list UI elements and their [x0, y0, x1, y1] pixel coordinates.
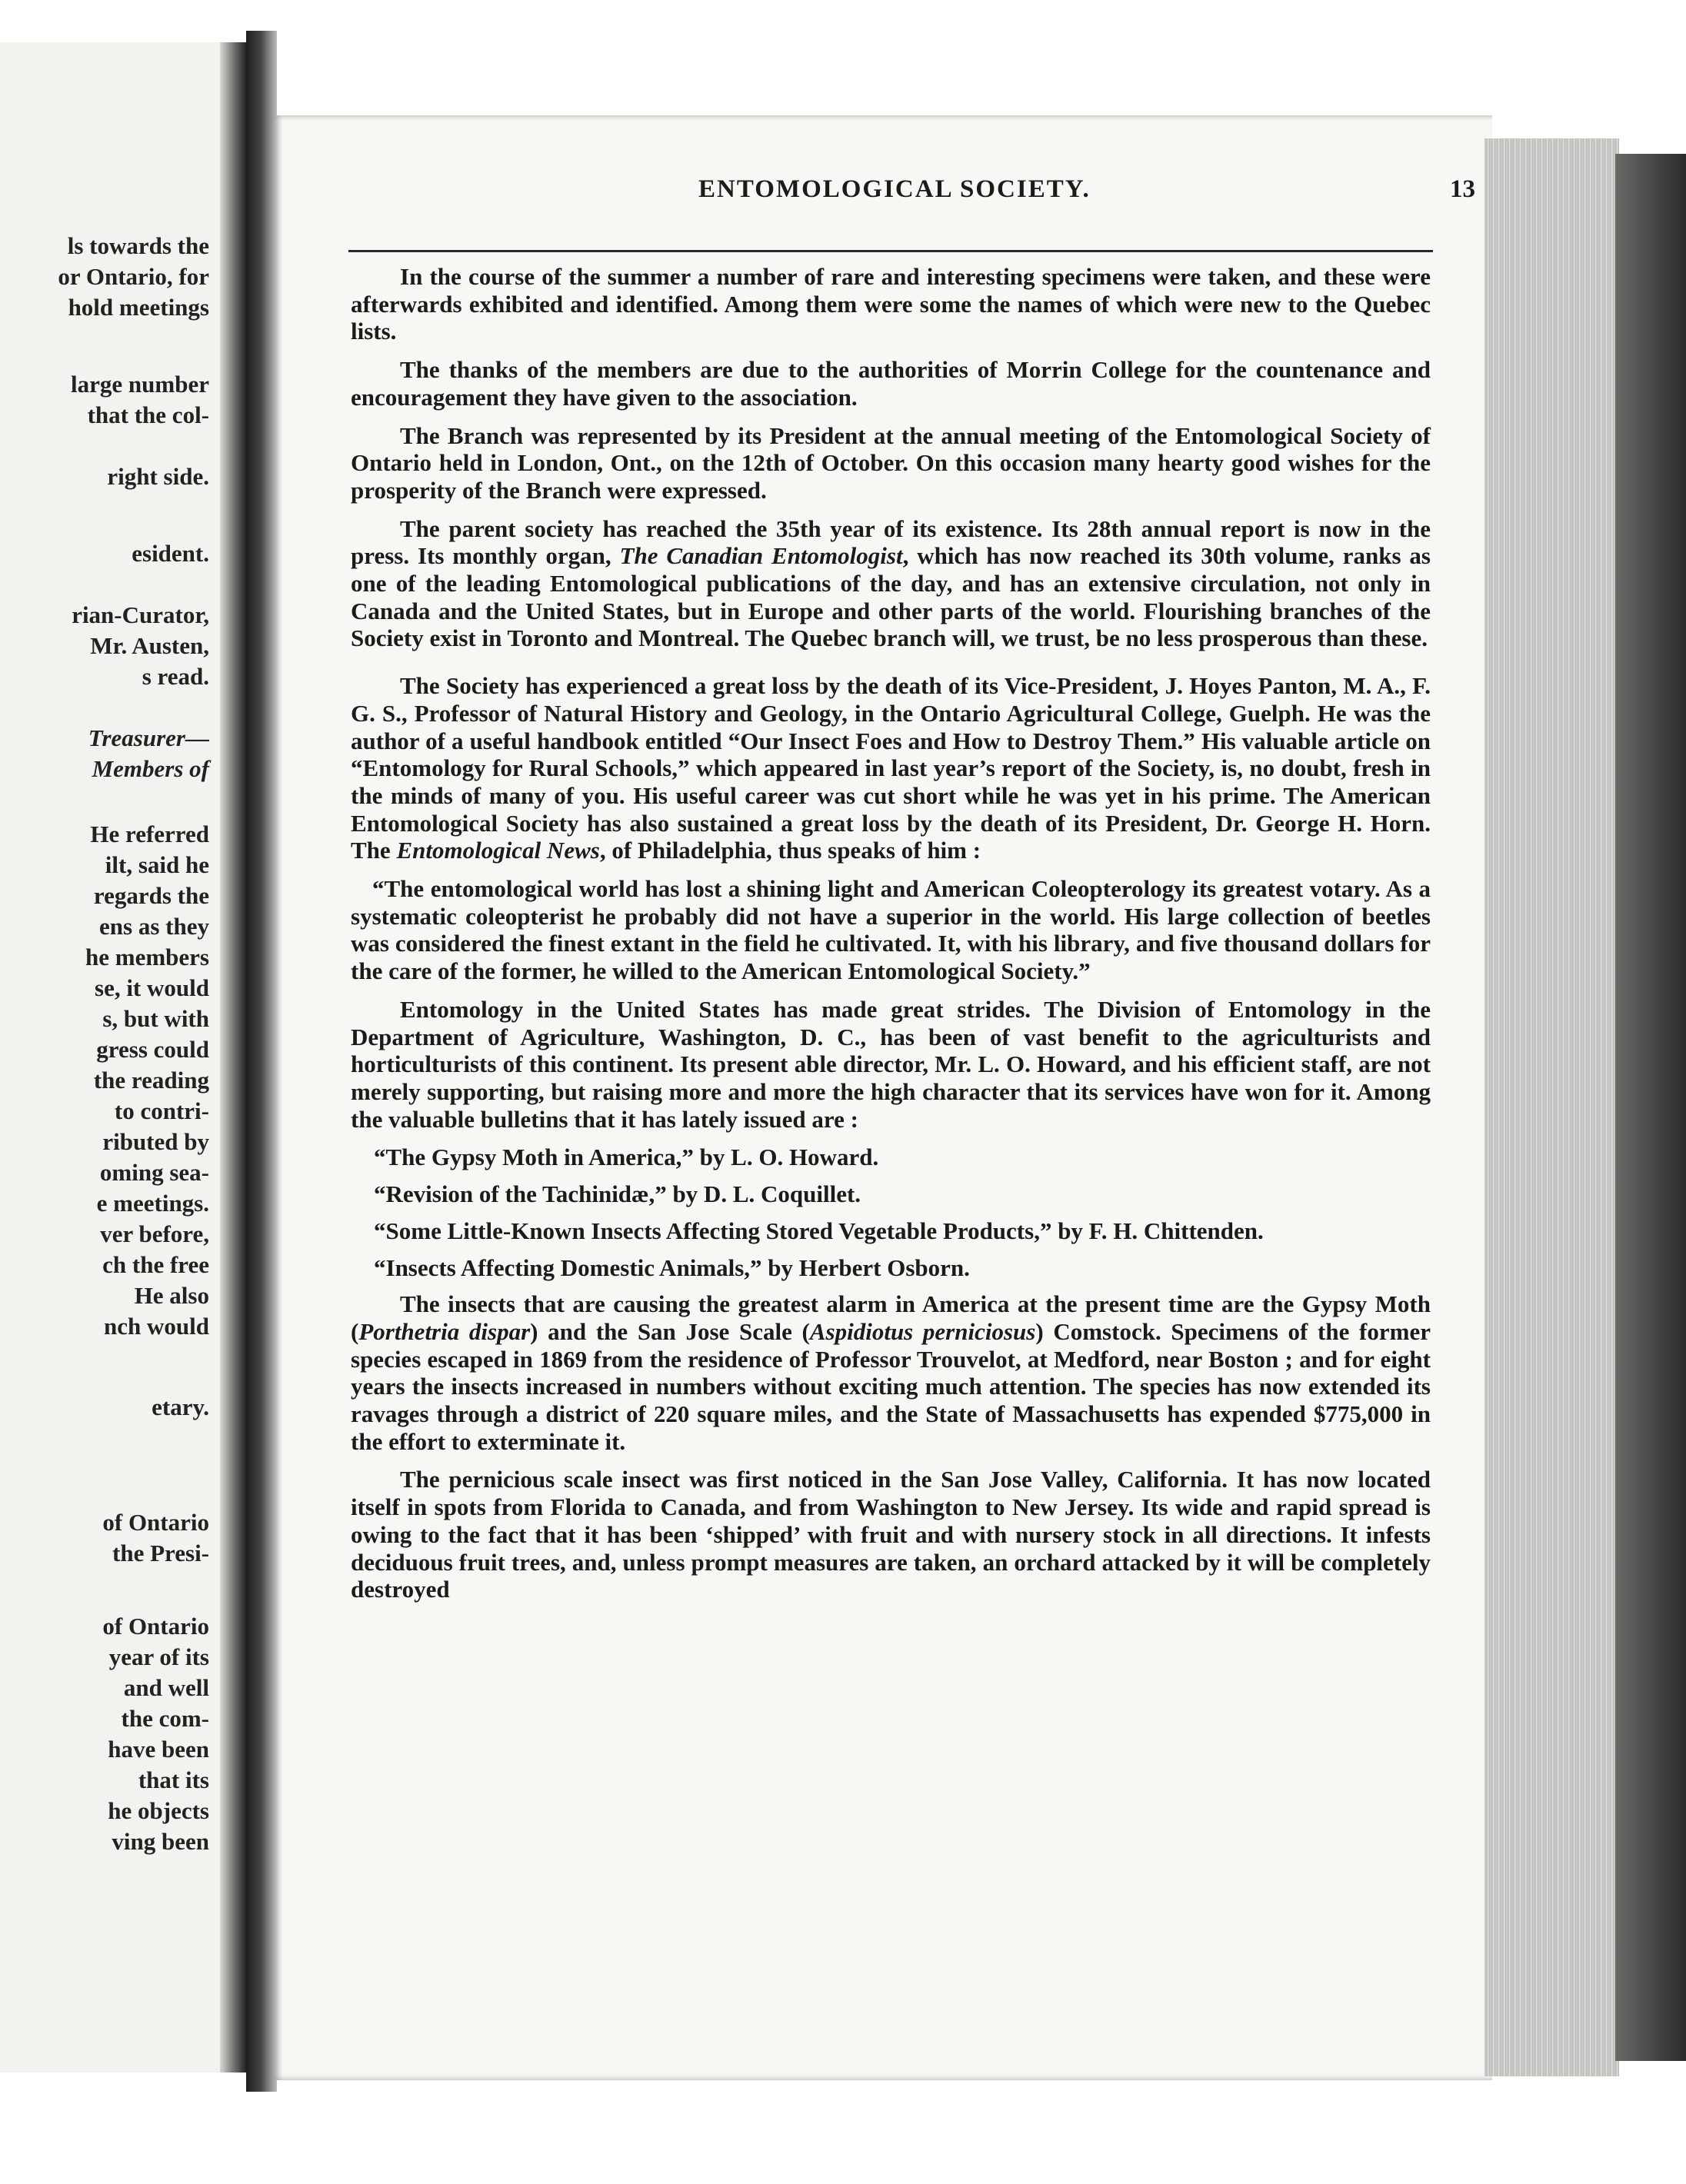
paragraph: In the course of the summer a number of rare and interesting specimens were taken, and these were afterwards exhibited and identified. Among them were some the names of which were new to the Quebec lists.	[351, 263, 1431, 345]
previous-page-line: ilt, said he	[105, 851, 209, 878]
previous-page-line: he members	[85, 944, 209, 970]
previous-page-line: that its	[138, 1766, 209, 1793]
previous-page-line: the reading	[93, 1067, 209, 1094]
page-stack-edges	[1484, 138, 1619, 2076]
journal-title: Entomological News	[396, 837, 600, 864]
previous-page-fragment	[0, 42, 246, 2072]
species-name: Aspidiotus perniciosus	[809, 1317, 1036, 1345]
previous-page-line: hold meetings	[68, 294, 209, 321]
previous-page-line: oming sea-	[99, 1159, 209, 1186]
previous-page-line: s read.	[142, 663, 209, 690]
previous-page-line: the com-	[121, 1705, 209, 1732]
text-run: ) Comstock. Specimens of the former species escaped in 1869 from the residence of Professor Trouvelot, at Medford, near Boston ; and for eight years the insects increased in numbers without exciting much attention. The species has now extended its ravages through a district of 220 square miles, and the State of Massachusetts has expended $775,000 in the effort to exterminate it.	[351, 1317, 1431, 1455]
previous-page-line: gress could	[96, 1036, 209, 1063]
previous-page-line: the Presi-	[112, 1540, 209, 1566]
paragraph: The Branch was represented by its President at the annual meeting of the Entomological Society of Ontario held in London, Ont., on the 12th of October. On this occasion many hearty good wishes for the prosperity of the Branch were expressed.	[351, 421, 1431, 504]
text-run: The insects that are causing the greatest alarm in America at the present time are the Gypsy Moth (	[351, 1290, 1431, 1345]
previous-page-line: regards the	[93, 882, 209, 909]
previous-page-line: right side.	[107, 463, 209, 490]
paragraph	[351, 672, 1431, 864]
page-number: 13	[1450, 175, 1475, 203]
previous-page-line: of Ontario	[102, 1509, 209, 1536]
previous-page-line: have been	[108, 1736, 209, 1763]
running-head-title: ENTOMOLOGICAL SOCIETY.	[698, 175, 1091, 203]
previous-page-line: etary.	[152, 1393, 209, 1420]
previous-page-line: ver before,	[100, 1220, 209, 1247]
previous-page-line: that the col-	[87, 401, 209, 428]
journal-title: The Canadian Entomologist	[619, 542, 903, 570]
previous-page-line: Mr. Austen,	[90, 632, 209, 659]
page-body	[351, 263, 1431, 1614]
header-rule	[348, 250, 1433, 252]
previous-page-line: or Ontario, for	[58, 263, 209, 290]
text-run: ) and the San Jose Scale (	[530, 1317, 810, 1345]
previous-page-line: He referred	[90, 821, 209, 847]
paragraph: The thanks of the members are due to the authorities of Morrin College for the countenance and encouragement they have given to the association.	[351, 356, 1431, 411]
species-name: Porthetria dispar	[358, 1317, 531, 1345]
bulletin-item: “Revision of the Tachinidæ,” by D. L. Coquillet.	[374, 1180, 861, 1208]
previous-page-line: esident.	[132, 540, 209, 567]
previous-page-line: Members of	[92, 755, 209, 782]
previous-page-line: ens as they	[99, 913, 209, 940]
previous-page-line: s, but with	[102, 1005, 209, 1032]
text-run: The parent society has reached the 35th year of its existence. Its 28th annual report is now in the press. Its monthly organ,	[351, 514, 1431, 570]
previous-page-line: year of its	[108, 1643, 209, 1670]
previous-page-line: large number	[71, 371, 209, 398]
book-spine	[246, 31, 277, 2092]
paragraph	[351, 515, 1431, 653]
previous-page-line: se, it would	[95, 974, 209, 1001]
book-cover-edge	[1615, 154, 1686, 2061]
previous-page-line: ch the free	[102, 1251, 209, 1278]
bulletin-item: “Insects Affecting Domestic Animals,” by Herbert Osborn.	[374, 1253, 970, 1281]
bulletin-item: “Some Little-Known Insects Affecting Stored Vegetable Products,” by F. H. Chittenden.	[374, 1217, 1264, 1244]
previous-page-line: rian-Curator,	[72, 601, 209, 628]
previous-page-line: of Ontario	[102, 1613, 209, 1640]
previous-page-line: and well	[123, 1674, 209, 1701]
previous-page-line: He also	[134, 1282, 209, 1309]
book-gutter-shadow	[220, 42, 246, 2072]
text-run: , of Philadelphia, thus speaks of him :	[599, 837, 981, 864]
previous-page-line: to contri-	[114, 1097, 209, 1124]
previous-page-line: ributed by	[102, 1128, 209, 1155]
quotation: “The entomological world has lost a shining light and American Coleopterology its greatest votary. As a systematic coleopterist he probably did not have a superior in the world. His large collection of beetles was considered the finest extant in the field he cultivated. It, with his library, and five thousand dollars for the care of the former, he willed to the American Entomological Society.”	[351, 875, 1431, 985]
running-head	[422, 175, 1475, 206]
text-run: , which has now reached its 30th volume, ranks as one of the leading Entomological publications of the day, and has an extensive circulation, not only in Canada and the United States, but in Europe and other parts of the world. Flourishing branches of the Society exist in Toronto and Montreal. The Quebec branch will, we trust, be no less prosperous than these.	[351, 542, 1431, 652]
paragraph: Entomology in the United States has made great strides. The Division of Entomology in the Department of Agriculture, Washington, D. C., has been of vast benefit to the agriculturists and horticulturists of this continent. Its present able director, Mr. L. O. Howard, and his efficient staff, are not merely supporting, but raising more and more the high character that its services have won for it. Among the valuable bulletins that it has lately issued are :	[351, 995, 1431, 1133]
previous-page-line: ls towards the	[67, 232, 209, 259]
previous-page-line: Treasurer—	[88, 724, 209, 751]
previous-page-line: he objects	[108, 1797, 209, 1824]
previous-page-line: e meetings.	[96, 1190, 209, 1217]
paragraph: The pernicious scale insect was first noticed in the San Jose Valley, California. It has now located itself in spots from Florida to Canada, and from Washington to New Jersey. Its wide and rapid spread is owing to the fact that it has been ‘shipped’ with fruit and with nursery stock in all directions. It infests deciduous fruit trees, and, unless prompt measures are taken, an orchard attacked by it will be completely destroyed	[351, 1466, 1431, 1603]
previous-page-line: ving been	[112, 1828, 209, 1855]
bulletin-item: “The Gypsy Moth in America,” by L. O. Howard.	[374, 1144, 879, 1171]
previous-page-line: nch would	[104, 1313, 209, 1340]
paragraph	[351, 1290, 1431, 1455]
text-run: The Society has experienced a great loss by the death of its Vice-President, J. Hoyes Panton, M. A., F. G. S., Professor of Natural History and Geology, in the Ontario Agricultural College, Guelph. He was the author of a useful handbook entitled “Our Insect Foes and How to Destroy Them.” His valuable article on “Entomology for Rural Schools,” which appeared in last year’s report of the Society, is, no doubt, fresh in the minds of many of you. His useful career was cut short while he was yet in his prime. The American Entomological Society has also sustained a great loss by the death of its President, Dr. George H. Horn. The	[351, 672, 1431, 864]
